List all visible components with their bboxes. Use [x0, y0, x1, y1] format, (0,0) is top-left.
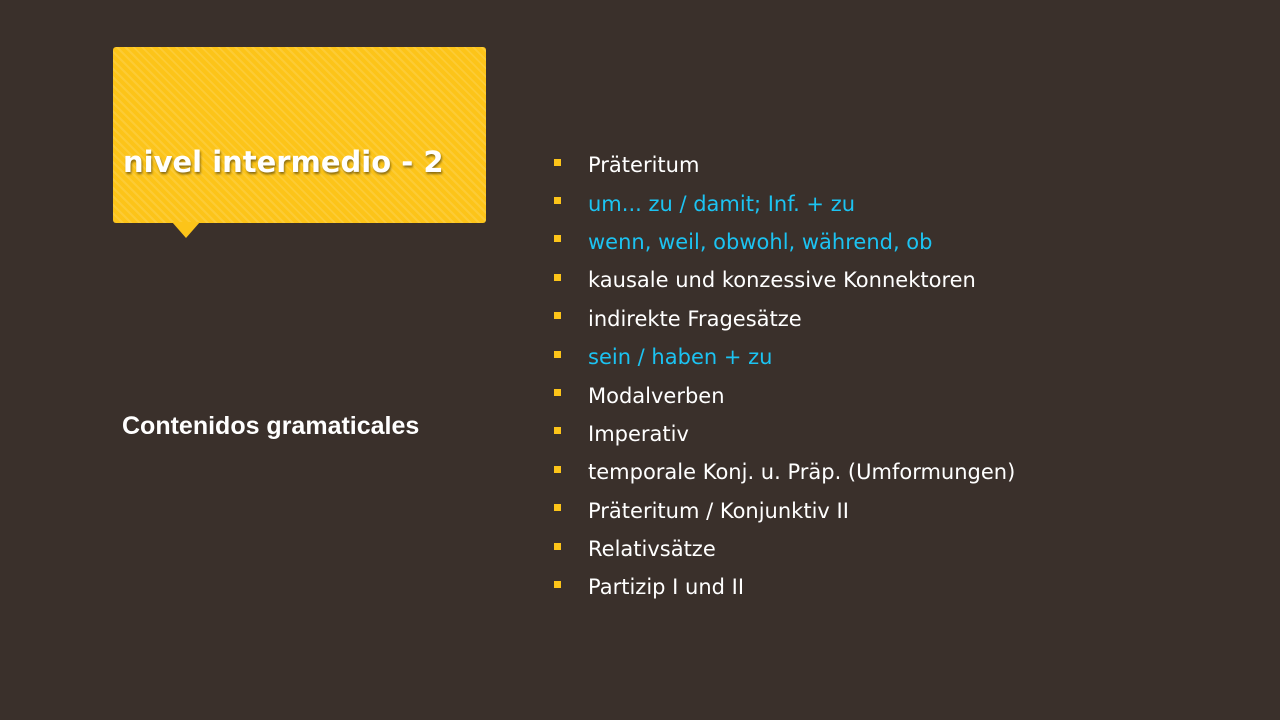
list-item-text: Imperativ	[588, 421, 689, 446]
list-item-text: Präteritum	[588, 153, 700, 178]
list-item-text: Präteritum / Konjunktiv II	[588, 498, 849, 523]
square-bullet-icon	[554, 197, 561, 204]
list-item-text: indirekte Fragesätze	[588, 306, 802, 331]
square-bullet-icon	[554, 466, 561, 473]
list-item	[552, 453, 1015, 491]
list-item	[552, 376, 1015, 414]
list-item-text: kausale und konzessive Konnektoren	[588, 268, 976, 293]
square-bullet-icon	[554, 427, 561, 434]
square-bullet-icon	[554, 543, 561, 550]
list-item-text: um... zu / damit; Inf. + zu	[588, 191, 856, 216]
list-item	[552, 492, 1015, 530]
square-bullet-icon	[554, 274, 561, 281]
list-item-text: Partizip I und II	[588, 575, 745, 600]
list-item	[552, 530, 1015, 568]
list-item	[552, 146, 1015, 184]
square-bullet-icon	[554, 312, 561, 319]
list-item	[552, 300, 1015, 338]
square-bullet-icon	[554, 235, 561, 242]
title-callout-pointer	[172, 222, 200, 238]
grammar-topics-list	[552, 146, 1015, 607]
section-subtitle: Contenidos gramaticales	[122, 412, 420, 440]
list-item-text: sein / haben + zu	[588, 345, 773, 370]
list-item	[552, 415, 1015, 453]
list-item-text: temporale Konj. u. Präp. (Umformungen)	[588, 460, 1016, 485]
slide-title: nivel intermedio - 2	[123, 145, 444, 179]
list-item	[552, 261, 1015, 299]
list-item-text: wenn, weil, obwohl, während, ob	[588, 229, 933, 254]
square-bullet-icon	[554, 581, 561, 588]
list-item	[552, 184, 1015, 222]
list-item-text: Relativsätze	[588, 537, 716, 562]
list-item	[552, 568, 1015, 606]
square-bullet-icon	[554, 351, 561, 358]
list-item	[552, 338, 1015, 376]
square-bullet-icon	[554, 159, 561, 166]
list-item-text: Modalverben	[588, 383, 725, 408]
list-item	[552, 223, 1015, 261]
square-bullet-icon	[554, 504, 561, 511]
square-bullet-icon	[554, 389, 561, 396]
title-callout-box	[113, 47, 486, 223]
